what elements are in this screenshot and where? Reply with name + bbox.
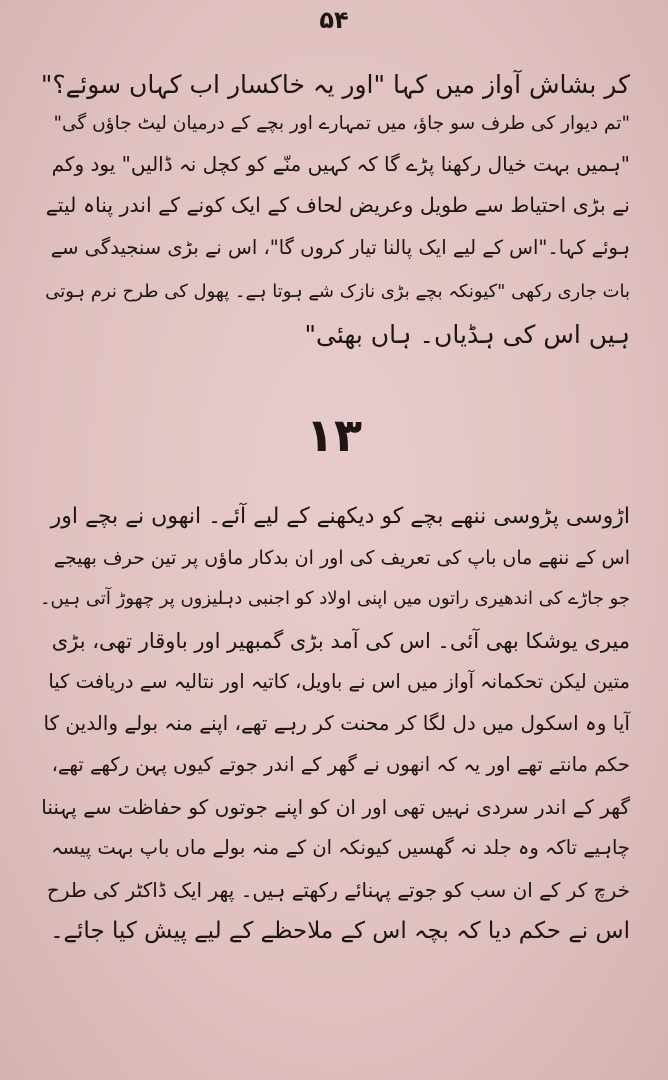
text-line: خرچ کر کے ان سب کو جوتے پہنائے رکھتے ہیں۔ پھر ایک ڈاکٹر کی طرح: [46, 878, 630, 902]
text-line: حکم مانتے تھے اور یہ کہ انھوں نے گھر کے اندر جوتے کیوں پہن رکھے تھے،: [51, 753, 630, 776]
text-line: ہوئے کہا۔"اس کے لیے ایک پالنا تیار کروں گا"، اس نے بڑی سنجیدگی سے: [50, 236, 630, 259]
text-line: کر بشاش آواز میں کہا "اور یہ خاکسار اب کہاں سوئے؟": [40, 70, 630, 99]
text-line: بات جاری رکھی "کیونکہ بچے بڑی نازک شے ہوتا ہے۔ پھول کی طرح نرم ہوتی: [45, 281, 630, 302]
text-line: چاہیے تاکہ وہ جلد نہ گھسیں کیونکہ ان کے منہ بولے ماں باپ بہت پیسہ: [51, 836, 630, 859]
text-line: "ہمیں بہت خیال رکھنا پڑے گا کہ کہیں منّے کو کچل نہ ڈالیں" یود وکم: [51, 152, 630, 176]
text-line: ہیں اس کی ہڈیاں۔ ہاں بھئی": [304, 320, 630, 349]
text-line: "تم دیوار کی طرف سو جاؤ، میں تمہارے اور بچے کے درمیان لیٹ جاؤں گی": [53, 113, 630, 134]
text-line: میری یوشکا بھی آئی۔ اس کی آمد بڑی گمبھیر اور باوقار تھی، بڑی: [51, 629, 630, 653]
text-line: اس کے ننھے ماں باپ کی تعریف کی اور ان بدکار ماؤں پر تین حرف بھیجے: [53, 547, 630, 569]
text-line: نے بڑی احتیاط سے طویل وعریض لحاف کے ایک کونے کے اندر پناہ لیتے: [45, 193, 630, 217]
text-line: اس نے حکم دیا کہ بچہ اس کے ملاحظے کے لیے پیش کیا جائے۔: [50, 918, 630, 944]
text-line: متین لیکن تحکمانہ آواز میں اس نے باویل، کاتیہ اور نتالیہ سے دریافت کیا: [48, 670, 630, 693]
chapter-number: ۱۳: [305, 408, 363, 462]
text-line: اڑوسی پڑوسی ننھے بچے کو دیکھنے کے لیے آئے۔ انھوں نے بچے اور: [50, 504, 630, 529]
paragraph-bottom: [40, 500, 630, 980]
text-line: آیا وہ اسکول میں دل لگا کر محنت کر رہے تھے، اپنے منہ بولے والدین کا: [43, 711, 630, 735]
text-line: جو جاڑے کی اندھیری راتوں میں اپنی اولاد کو اجنبی دہلیزوں پر چھوڑ آتی ہیں۔: [39, 588, 630, 609]
paragraph-top: [40, 68, 630, 368]
page-number: ۵۴: [319, 6, 349, 34]
text-line: گھر کے اندر سردی نہیں تھی اور ان کو اپنے جوتوں کو حفاظت سے پہننا: [41, 795, 630, 819]
